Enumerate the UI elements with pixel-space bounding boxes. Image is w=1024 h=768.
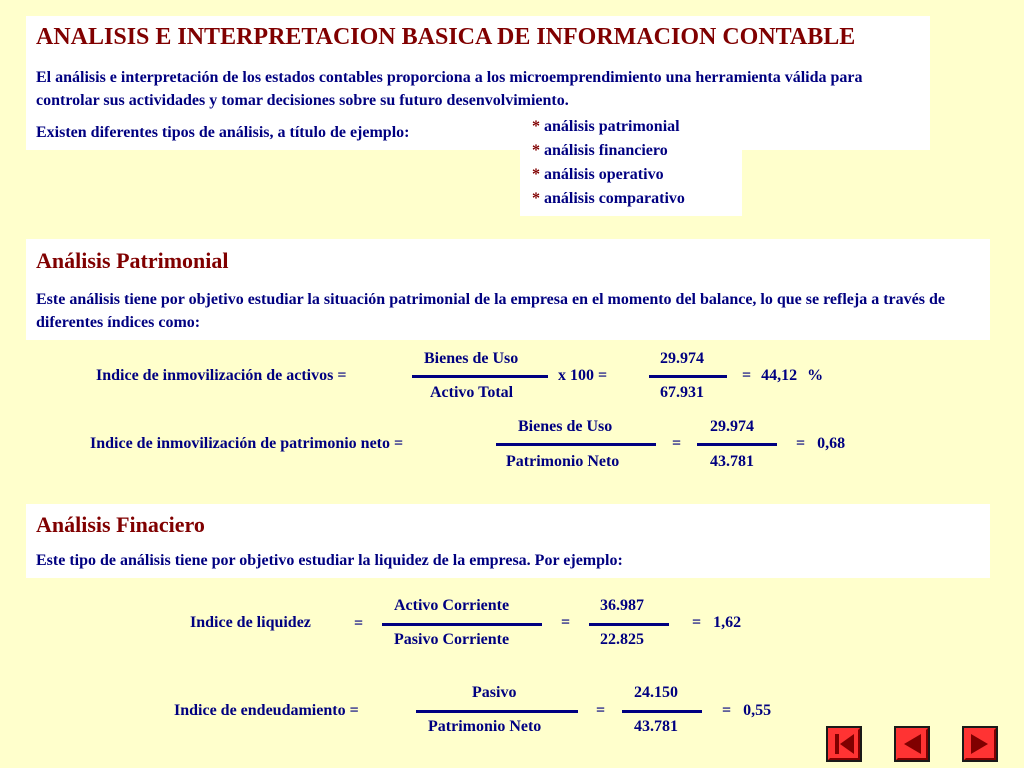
formula-label: Indice de liquidez: [190, 614, 311, 631]
formula-label: Indice de inmovilización de activos =: [96, 367, 347, 384]
next-slide-icon: [964, 728, 996, 760]
fraction-line: [589, 623, 669, 626]
value-numerator: 24.150: [634, 684, 678, 701]
value-denominator: 43.781: [634, 718, 678, 735]
patrimonial-paragraph: Este análisis tiene por objetivo estudiar la situación patrimonial de la empresa en el momento del balance, lo que se refleja a través de diferentes índices como:: [36, 291, 945, 331]
formula-label: Indice de endeudamiento =: [174, 702, 359, 719]
fraction-line: [622, 710, 702, 713]
value-numerator: 36.987: [600, 597, 644, 614]
list-item: * análisis operativo: [532, 166, 664, 183]
types-lead: Existen diferentes tipos de análisis, a título de ejemplo:: [36, 124, 410, 141]
list-item: * análisis patrimonial: [532, 118, 680, 135]
previous-slide-button[interactable]: [894, 726, 930, 762]
formula-denominator: Patrimonio Neto: [506, 453, 620, 470]
formula-equals: =: [354, 615, 364, 632]
financiero-paragraph: Este tipo de análisis tiene por objetivo estudiar la liquidez de la empresa. Por ejemplo:: [36, 552, 623, 569]
fraction-line: [412, 375, 548, 378]
formula-denominator: Activo Total: [430, 384, 514, 401]
formula-result: = 1,62: [692, 614, 742, 631]
financiero-title: Análisis Finaciero: [36, 512, 205, 537]
formula-result: = 0,68: [796, 435, 846, 452]
patrimonial-title: Análisis Patrimonial: [36, 248, 229, 273]
value-denominator: 43.781: [710, 453, 754, 470]
first-slide-button[interactable]: [826, 726, 862, 762]
formula-result: = 0,55: [722, 702, 772, 719]
first-slide-icon: [828, 728, 860, 760]
formula-equals: =: [672, 435, 682, 452]
list-item: * análisis comparativo: [532, 190, 685, 207]
fraction-line: [496, 443, 656, 446]
formula-equals: =: [596, 702, 606, 719]
formula-numerator: Bienes de Uso: [518, 418, 613, 435]
fraction-line: [416, 710, 578, 713]
formula-denominator: Patrimonio Neto: [428, 718, 542, 735]
value-numerator: 29.974: [710, 418, 754, 435]
formula-multiplier: x 100 =: [558, 367, 608, 384]
next-slide-button[interactable]: [962, 726, 998, 762]
previous-slide-icon: [896, 728, 928, 760]
formula-equals: =: [561, 614, 571, 631]
formula-numerator: Bienes de Uso: [424, 350, 519, 367]
value-denominator: 67.931: [660, 384, 704, 401]
value-denominator: 22.825: [600, 631, 644, 648]
fraction-line: [649, 375, 727, 378]
formula-label: Indice de inmovilización de patrimonio neto =: [90, 435, 404, 452]
formula-numerator: Activo Corriente: [394, 597, 510, 614]
formula-result: = 44,12 %: [742, 367, 824, 384]
list-item: * análisis financiero: [532, 142, 668, 159]
intro-paragraph: El análisis e interpretación de los estados contables proporciona a los microemprendimiento una herramienta válida para controlar sus actividades y tomar decisiones sobre su futuro desenvolvimiento.: [36, 69, 863, 109]
formula-numerator: Pasivo: [472, 684, 517, 701]
intro-title: ANALISIS E INTERPRETACION BASICA DE INFORMACION CONTABLE: [36, 24, 856, 50]
fraction-line: [382, 623, 542, 626]
fraction-line: [697, 443, 777, 446]
formula-denominator: Pasivo Corriente: [394, 631, 510, 648]
value-numerator: 29.974: [660, 350, 704, 367]
